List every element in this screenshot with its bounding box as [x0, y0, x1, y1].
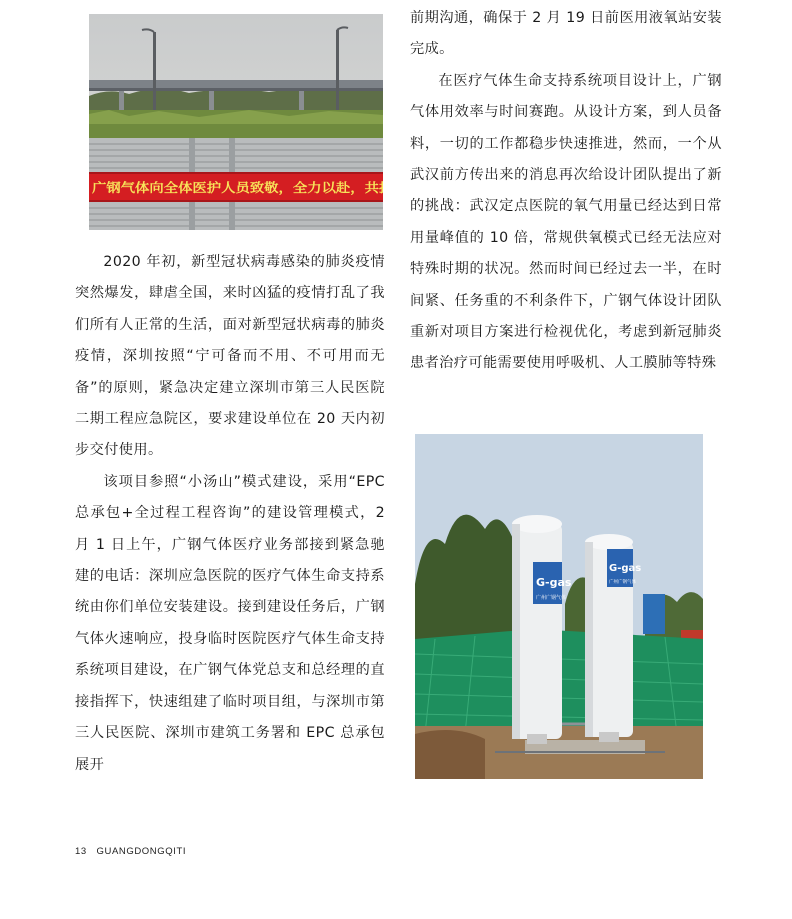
publication-name: GUANGDONGQITI: [96, 846, 187, 857]
construction-site-photo: [89, 14, 383, 230]
paragraph: 前期沟通，确保于 2 月 19 日前医用液氧站安装完成。: [410, 10, 722, 58]
tank-logo: G-gas: [536, 576, 572, 589]
page-footer: [75, 846, 186, 857]
tank-label: 广州广钢气体: [609, 580, 636, 585]
page-number: 13: [75, 846, 87, 857]
article-column-left: [75, 247, 385, 781]
overpass-pillar: [209, 91, 214, 113]
oxygen-tanks-photo: [415, 434, 703, 779]
oxygen-tanks-illustration: [415, 434, 703, 779]
paragraph: 在医疗气体生命支持系统项目设计上，广钢气体用效率与时间赛跑。从设计方案，到人员备料，一切的工作都稳步快速推进，然而，一个从武汉前方传出来的消息再次给设计团队提出了新的挑战：武汉定点医院的氧气用量已经达到日常用量峰值的 10 倍，常规供氧模式已经无法应对特殊时期的状况。然而时间已经过去一半，在时间紧、任务重的不利条件下，广钢气体设计团队重新对项目方案进行检视优化，考虑到新冠肺炎患者治疗可能需要使用呼吸机、人工膜肺等特殊: [410, 72, 722, 372]
overpass-pillar: [119, 91, 124, 113]
oxygen-tank: [585, 534, 641, 742]
construction-site-illustration: [89, 14, 383, 230]
tank-logo: G-gas: [609, 563, 642, 574]
site-sign: [643, 594, 665, 634]
article-column-right: [410, 3, 722, 380]
tank-label: 广州广钢气体: [536, 595, 567, 601]
paragraph: 该项目参照“小汤山”模式建设，采用“EPC 总承包+全过程工程咨询”的建设管理模式，2 月 1 日上午，广钢气体医疗业务部接到紧急驰建的电话：深圳应急医院的医疗气体生命支持系统由你们单位安装建设。接到建设任务后，广钢气体火速响应，投身临时医院医疗气体生命支持系统项目建设，在广钢气体党总支和总经理的直接指挥下，快速组建了临时项目组，与深圳市第三人民医院、深圳市建筑工务署和 EPC 总承包展开: [75, 473, 385, 773]
paragraph: 2020 年初，新型冠状病毒感染的肺炎疫情突然爆发，肆虐全国，来时凶猛的疫情打乱了我们所有人正常的生活，面对新型冠状病毒的肺炎疫情，深圳按照“宁可备而不用、不可用而无备”的原则，紧急决定建立深圳市第三人民医院二期工程应急院区，要求建设单位在 20 天内初步交付使用。: [75, 254, 385, 459]
banner-text: 广钢气体向全体医护人员致敬，全力以赴，共抗疫情: [92, 180, 382, 195]
overpass-pillar: [299, 91, 304, 113]
